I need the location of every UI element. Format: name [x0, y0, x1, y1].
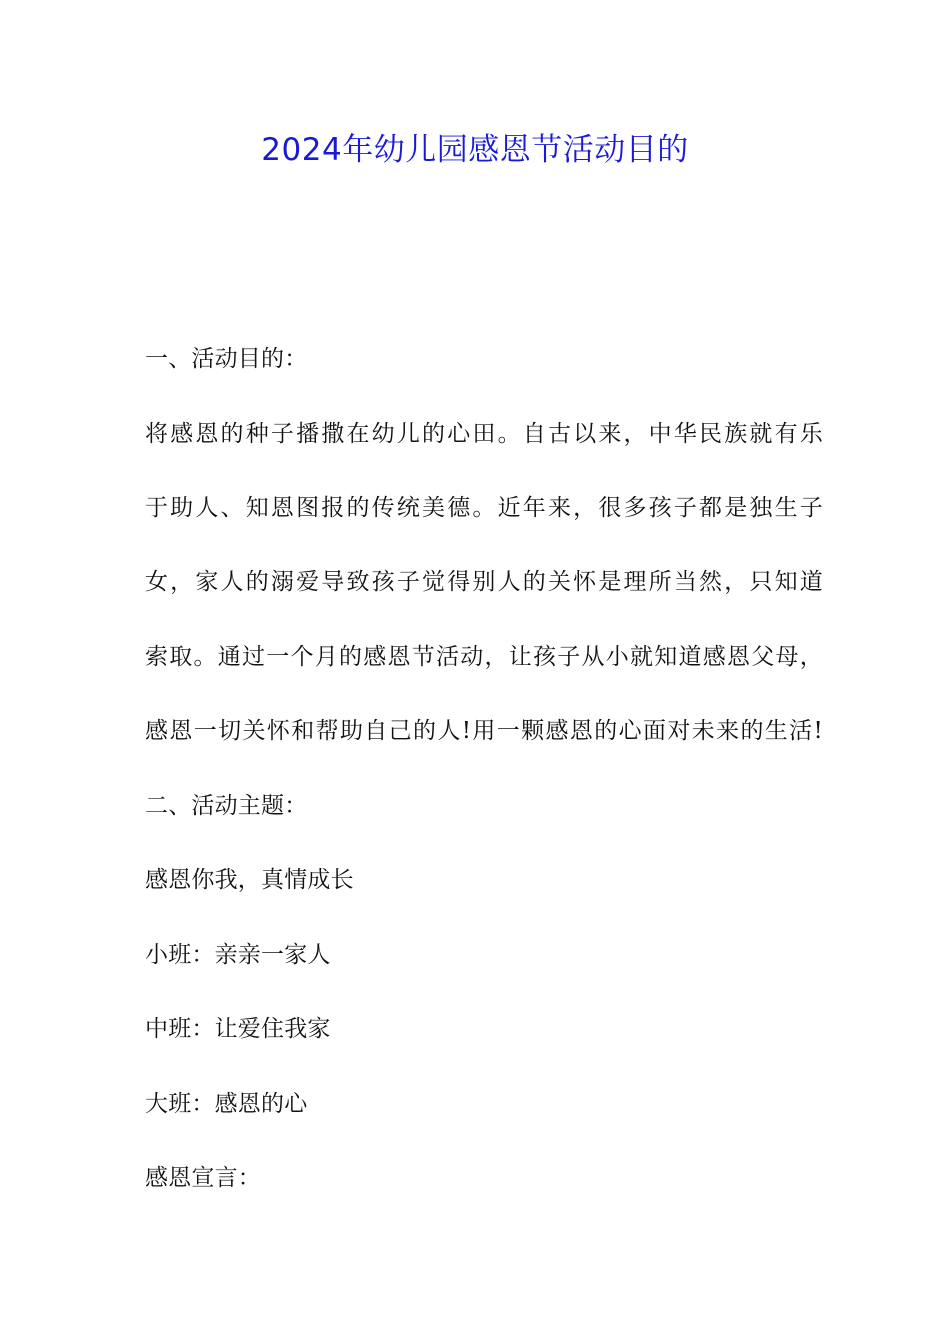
section-heading-theme: 二、活动主题： [145, 793, 308, 819]
declaration-heading: 感恩宣言： [145, 1165, 261, 1191]
paragraph-line: 感恩一切关怀和帮助自己的人!用一颗感恩的心面对未来的生活! [145, 718, 823, 744]
document-title: 2024年幼儿园感恩节活动目的 [261, 132, 689, 168]
paragraph-line: 于助人、知恩图报的传统美德。近年来，很多孩子都是独生子 [145, 495, 823, 521]
paragraph-line: 女，家人的溺爱导致孩子觉得别人的关怀是理所当然，只知道 [145, 569, 823, 595]
paragraph-line: 索取。通过一个月的感恩节活动，让孩子从小就知道感恩父母， [145, 644, 823, 670]
theme-line: 感恩你我，真情成长 [145, 867, 354, 893]
paragraph-line: 将感恩的种子播撒在幼儿的心田。自古以来，中华民族就有乐 [145, 421, 823, 447]
class-theme-middle: 中班：让爱住我家 [145, 1016, 331, 1042]
class-theme-large: 大班：感恩的心 [145, 1091, 308, 1117]
section-heading-purpose: 一、活动目的： [145, 346, 308, 372]
class-theme-small: 小班：亲亲一家人 [145, 942, 331, 968]
